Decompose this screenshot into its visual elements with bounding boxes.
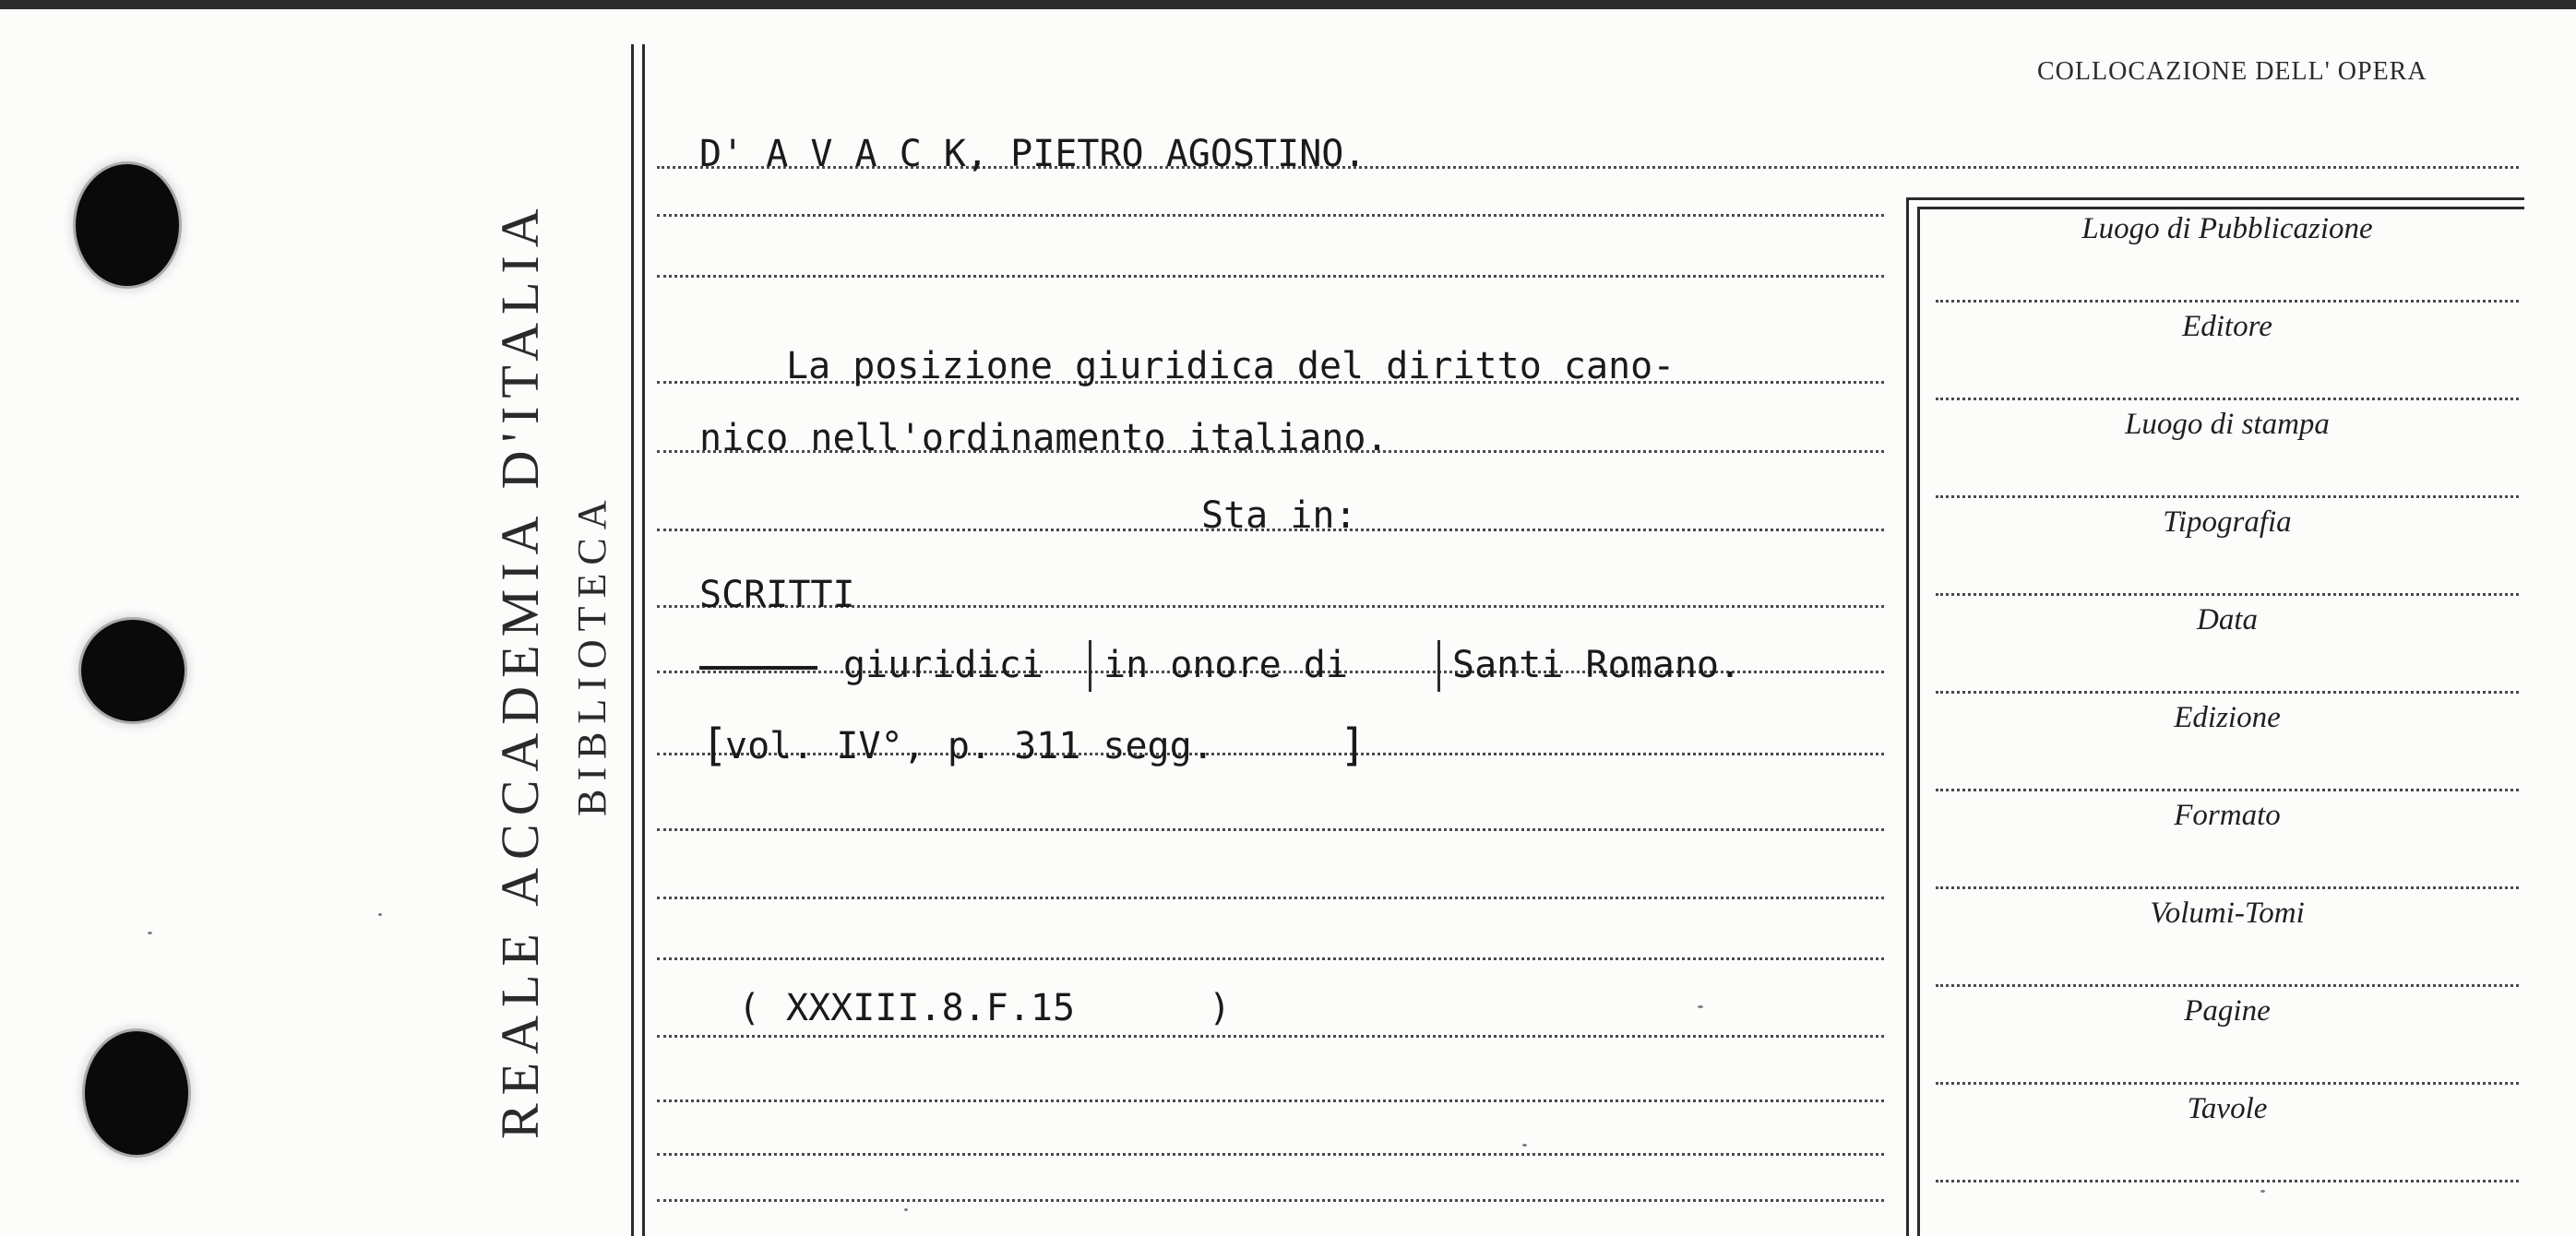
field-line [1936, 1180, 2519, 1183]
title-line-2: nico nell'ordinamento italiano. [699, 417, 1389, 459]
field-luogo-di-pubblicazione [1936, 205, 2519, 303]
shelfmark-open: ( [738, 987, 761, 1029]
scan-speck [1522, 1144, 1527, 1147]
sta-in-label: Sta in: [1201, 494, 1357, 537]
field-tavole [1936, 1085, 2519, 1183]
vertical-rule-inner [642, 44, 645, 1236]
rule-line [657, 214, 1884, 217]
institution-department: BIBLIOTECA [569, 492, 614, 816]
field-luogo-di-stampa [1936, 400, 2519, 498]
punch-hole-top [76, 164, 179, 286]
rule-line [657, 275, 1884, 278]
field-label: Luogo di stampa [2125, 408, 2330, 441]
field-formato [1936, 791, 2519, 889]
institution-name: REALE ACCADEMIA D'ITALIA [490, 200, 550, 1139]
title-line-1: La posizione giuridica del diritto cano- [786, 345, 1676, 387]
punch-hole-middle [81, 620, 185, 721]
series-divider [1089, 640, 1091, 692]
author-line: D' A V A C K, PIETRO AGOSTINO. [699, 133, 1366, 175]
collocazione-label: COLLOCAZIONE DELL' OPERA [2037, 57, 2427, 86]
shelfmark: XXXIII.8.F.15 [786, 987, 1076, 1029]
field-label: Luogo di Pubblicazione [2081, 212, 2373, 245]
field-label: Editore [2182, 310, 2272, 343]
field-label: Pagine [2184, 994, 2271, 1028]
rule-line [657, 1153, 1884, 1156]
volume-reference: vol. IV°, p. 311 segg. [725, 725, 1214, 767]
field-volumi-tomi [1936, 889, 2519, 987]
field-label: Tavole [2187, 1092, 2268, 1125]
volume-close-bracket: ] [1340, 719, 1366, 771]
field-label: Formato [2174, 799, 2281, 832]
scan-speck [1698, 1005, 1703, 1008]
field-tipografia [1936, 498, 2519, 596]
scan-speck [378, 913, 382, 916]
shelfmark-close: ) [1209, 987, 1232, 1029]
rule-line [657, 828, 1884, 831]
field-edizione [1936, 694, 2519, 791]
volume-open-bracket: [ [701, 719, 728, 771]
rule-line [657, 957, 1884, 960]
series-part-2: in onore di [1103, 644, 1348, 686]
details-panel-inner-rule [1917, 207, 1920, 1236]
scan-speck [148, 932, 152, 934]
field-data [1936, 596, 2519, 694]
vertical-rule-outer [631, 44, 634, 1236]
scan-speck [2260, 1190, 2265, 1193]
series-part-3: Santi Romano. [1452, 644, 1742, 686]
field-pagine [1936, 987, 2519, 1085]
field-editore [1936, 303, 2519, 400]
field-label: Tipografia [2163, 505, 2292, 539]
series-part-1: giuridici [843, 644, 1044, 686]
series-repeat-dash [699, 666, 817, 670]
field-label: Edizione [2174, 701, 2281, 734]
rule-line [657, 1099, 1884, 1102]
field-label: Volumi-Tomi [2150, 897, 2305, 930]
punch-hole-bottom [85, 1031, 188, 1155]
rule-line [657, 1035, 1884, 1038]
field-label: Data [2197, 603, 2258, 636]
rule-line [657, 1199, 1884, 1202]
series-divider [1437, 640, 1440, 692]
rule-line [657, 897, 1884, 899]
scan-speck [904, 1208, 908, 1211]
series-name: SCRITTI [699, 574, 855, 616]
